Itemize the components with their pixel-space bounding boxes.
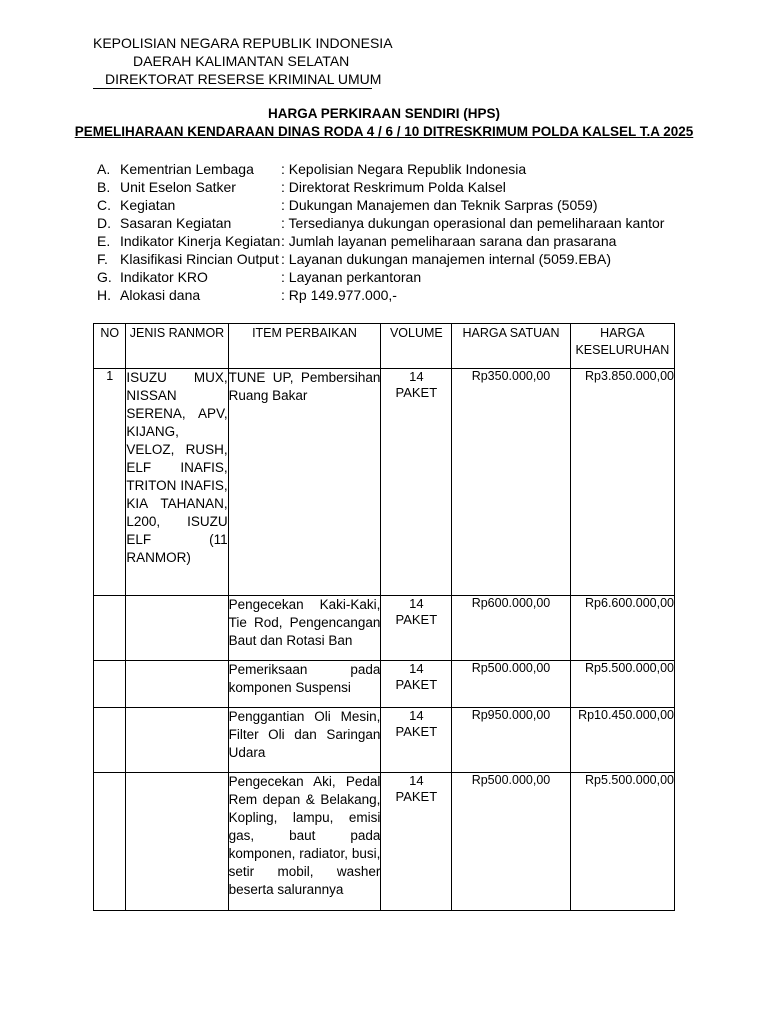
cell-harga-keseluruhan: Rp5.500.000,00 — [570, 773, 674, 911]
hps-table — [93, 323, 675, 911]
cell-item-perbaikan: Pengecekan Kaki-Kaki, Tie Rod, Pengencangan Baut dan Rotasi Ban — [228, 596, 381, 661]
letterhead-divider — [93, 88, 372, 89]
table-row — [94, 369, 675, 596]
info-letter: D. — [97, 215, 111, 231]
info-letter: E. — [97, 233, 111, 249]
letterhead — [93, 34, 393, 88]
cell-volume — [381, 596, 452, 661]
info-label: Kegiatan — [120, 197, 176, 213]
volume-qty: 14 — [409, 369, 424, 384]
cell-no — [94, 773, 126, 911]
cell-harga-keseluruhan: Rp10.450.000,00 — [570, 708, 674, 773]
header-jenis-ranmor: JENIS RANMOR — [126, 324, 228, 369]
document-title: HARGA PERKIRAAN SENDIRI (HPS) — [267, 106, 500, 121]
info-label: Indikator KRO — [120, 269, 208, 285]
cell-jenis-ranmor — [126, 773, 228, 911]
volume-qty: 14 — [409, 596, 424, 611]
header-volume: VOLUME — [381, 324, 452, 369]
cell-volume — [381, 369, 452, 596]
info-label: Kementrian Lembaga — [120, 161, 254, 177]
info-row — [97, 268, 664, 286]
table-row — [94, 661, 675, 708]
header-no: NO — [94, 324, 126, 369]
info-row — [97, 178, 664, 196]
info-label: Alokasi dana — [120, 287, 201, 303]
cell-item-perbaikan: Pengecekan Aki, Pedal Rem depan & Belakang, Kopling, lampu, emisi gas, baut pada komponen, radiator, busi, setir mobil, washer beserta salurannya — [228, 773, 381, 911]
cell-volume — [381, 661, 452, 708]
info-row — [97, 214, 664, 232]
info-value: : Jumlah layanan pemeliharaan sarana dan prasarana — [281, 233, 617, 249]
info-row — [97, 160, 664, 178]
header-harga-keseluruhan-line-2: KESELURUHAN — [575, 343, 670, 357]
document-subtitle — [0, 124, 768, 139]
info-value: : Layanan perkantoran — [281, 269, 422, 285]
cell-no — [94, 661, 126, 708]
volume-qty: 14 — [409, 708, 424, 723]
cell-jenis-ranmor: ISUZU MUX, NISSAN SERENA, APV, KIJANG, VELOZ, RUSH, ELF INAFIS, TRITON INAFIS, KIA TAHANAN, L200, ISUZU ELF (11 RANMOR) — [126, 369, 228, 596]
cell-volume — [381, 708, 452, 773]
cell-harga-keseluruhan: Rp3.850.000,00 — [570, 369, 674, 596]
table-row — [94, 596, 675, 661]
info-row — [97, 286, 664, 304]
cell-item-perbaikan: Penggantian Oli Mesin, Filter Oli dan Saringan Udara — [228, 708, 381, 773]
cell-jenis-ranmor — [126, 596, 228, 661]
info-value: : Dukungan Manajemen dan Teknik Sarpras (5059) — [281, 197, 598, 213]
cell-no: 1 — [94, 369, 126, 596]
info-letter: C. — [97, 197, 111, 213]
info-row — [97, 250, 664, 268]
info-value: : Rp 149.977.000,- — [281, 287, 397, 303]
table-row — [94, 773, 675, 911]
info-value: : Direktorat Reskrimum Polda Kalsel — [281, 179, 506, 195]
cell-harga-satuan: Rp500.000,00 — [452, 661, 570, 708]
cell-harga-keseluruhan: Rp5.500.000,00 — [570, 661, 674, 708]
info-letter: H. — [97, 287, 111, 303]
letterhead-line-3: DIREKTORAT RESERSE KRIMINAL UMUM — [105, 71, 382, 87]
cell-no — [94, 708, 126, 773]
cell-volume — [381, 773, 452, 911]
info-label: Indikator Kinerja Kegiatan — [120, 233, 281, 249]
cell-harga-keseluruhan: Rp6.600.000,00 — [570, 596, 674, 661]
cell-harga-satuan: Rp350.000,00 — [452, 369, 570, 596]
info-value: : Kepolisian Negara Republik Indonesia — [281, 161, 527, 177]
info-label: Klasifikasi Rincian Output — [120, 251, 279, 267]
info-letter: F. — [97, 251, 108, 267]
info-letter: A. — [97, 161, 111, 177]
header-harga-keseluruhan-line-1: HARGA — [600, 326, 645, 340]
cell-jenis-ranmor — [126, 661, 228, 708]
volume-unit: PAKET — [395, 612, 438, 627]
volume-qty: 14 — [409, 773, 424, 788]
info-letter: B. — [97, 179, 111, 195]
cell-harga-satuan: Rp600.000,00 — [452, 596, 570, 661]
info-label: Sasaran Kegiatan — [120, 215, 232, 231]
cell-jenis-ranmor — [126, 708, 228, 773]
info-row — [97, 196, 664, 214]
info-letter: G. — [97, 269, 112, 285]
volume-qty: 14 — [409, 661, 424, 676]
volume-unit: PAKET — [395, 385, 438, 400]
cell-no — [94, 596, 126, 661]
info-value: : Layanan dukungan manajemen internal (5059.EBA) — [281, 251, 611, 267]
cell-harga-satuan: Rp500.000,00 — [452, 773, 570, 911]
table-header-row — [94, 324, 675, 369]
info-label: Unit Eselon Satker — [120, 179, 236, 195]
info-list — [97, 160, 664, 304]
letterhead-line-2: DAERAH KALIMANTAN SELATAN — [133, 53, 350, 69]
header-item-perbaikan: ITEM PERBAIKAN — [228, 324, 381, 369]
volume-unit: PAKET — [395, 789, 438, 804]
info-row — [97, 232, 664, 250]
letterhead-line-1: KEPOLISIAN NEGARA REPUBLIK INDONESIA — [93, 35, 393, 51]
info-value: : Tersedianya dukungan operasional dan pemeliharaan kantor — [281, 215, 665, 231]
volume-unit: PAKET — [395, 677, 438, 692]
cell-item-perbaikan: TUNE UP, Pembersihan Ruang Bakar — [228, 369, 381, 596]
table-row — [94, 708, 675, 773]
volume-unit: PAKET — [395, 724, 438, 739]
cell-harga-satuan: Rp950.000,00 — [452, 708, 570, 773]
header-harga-keseluruhan — [570, 324, 674, 369]
header-harga-satuan: HARGA SATUAN — [452, 324, 570, 369]
document-subtitle-text: PEMELIHARAAN KENDARAAN DINAS RODA 4 / 6 / 10 DITRESKRIMUM POLDA KALSEL T.A 2025 — [74, 124, 694, 139]
cell-item-perbaikan: Pemeriksaan pada komponen Suspensi — [228, 661, 381, 708]
